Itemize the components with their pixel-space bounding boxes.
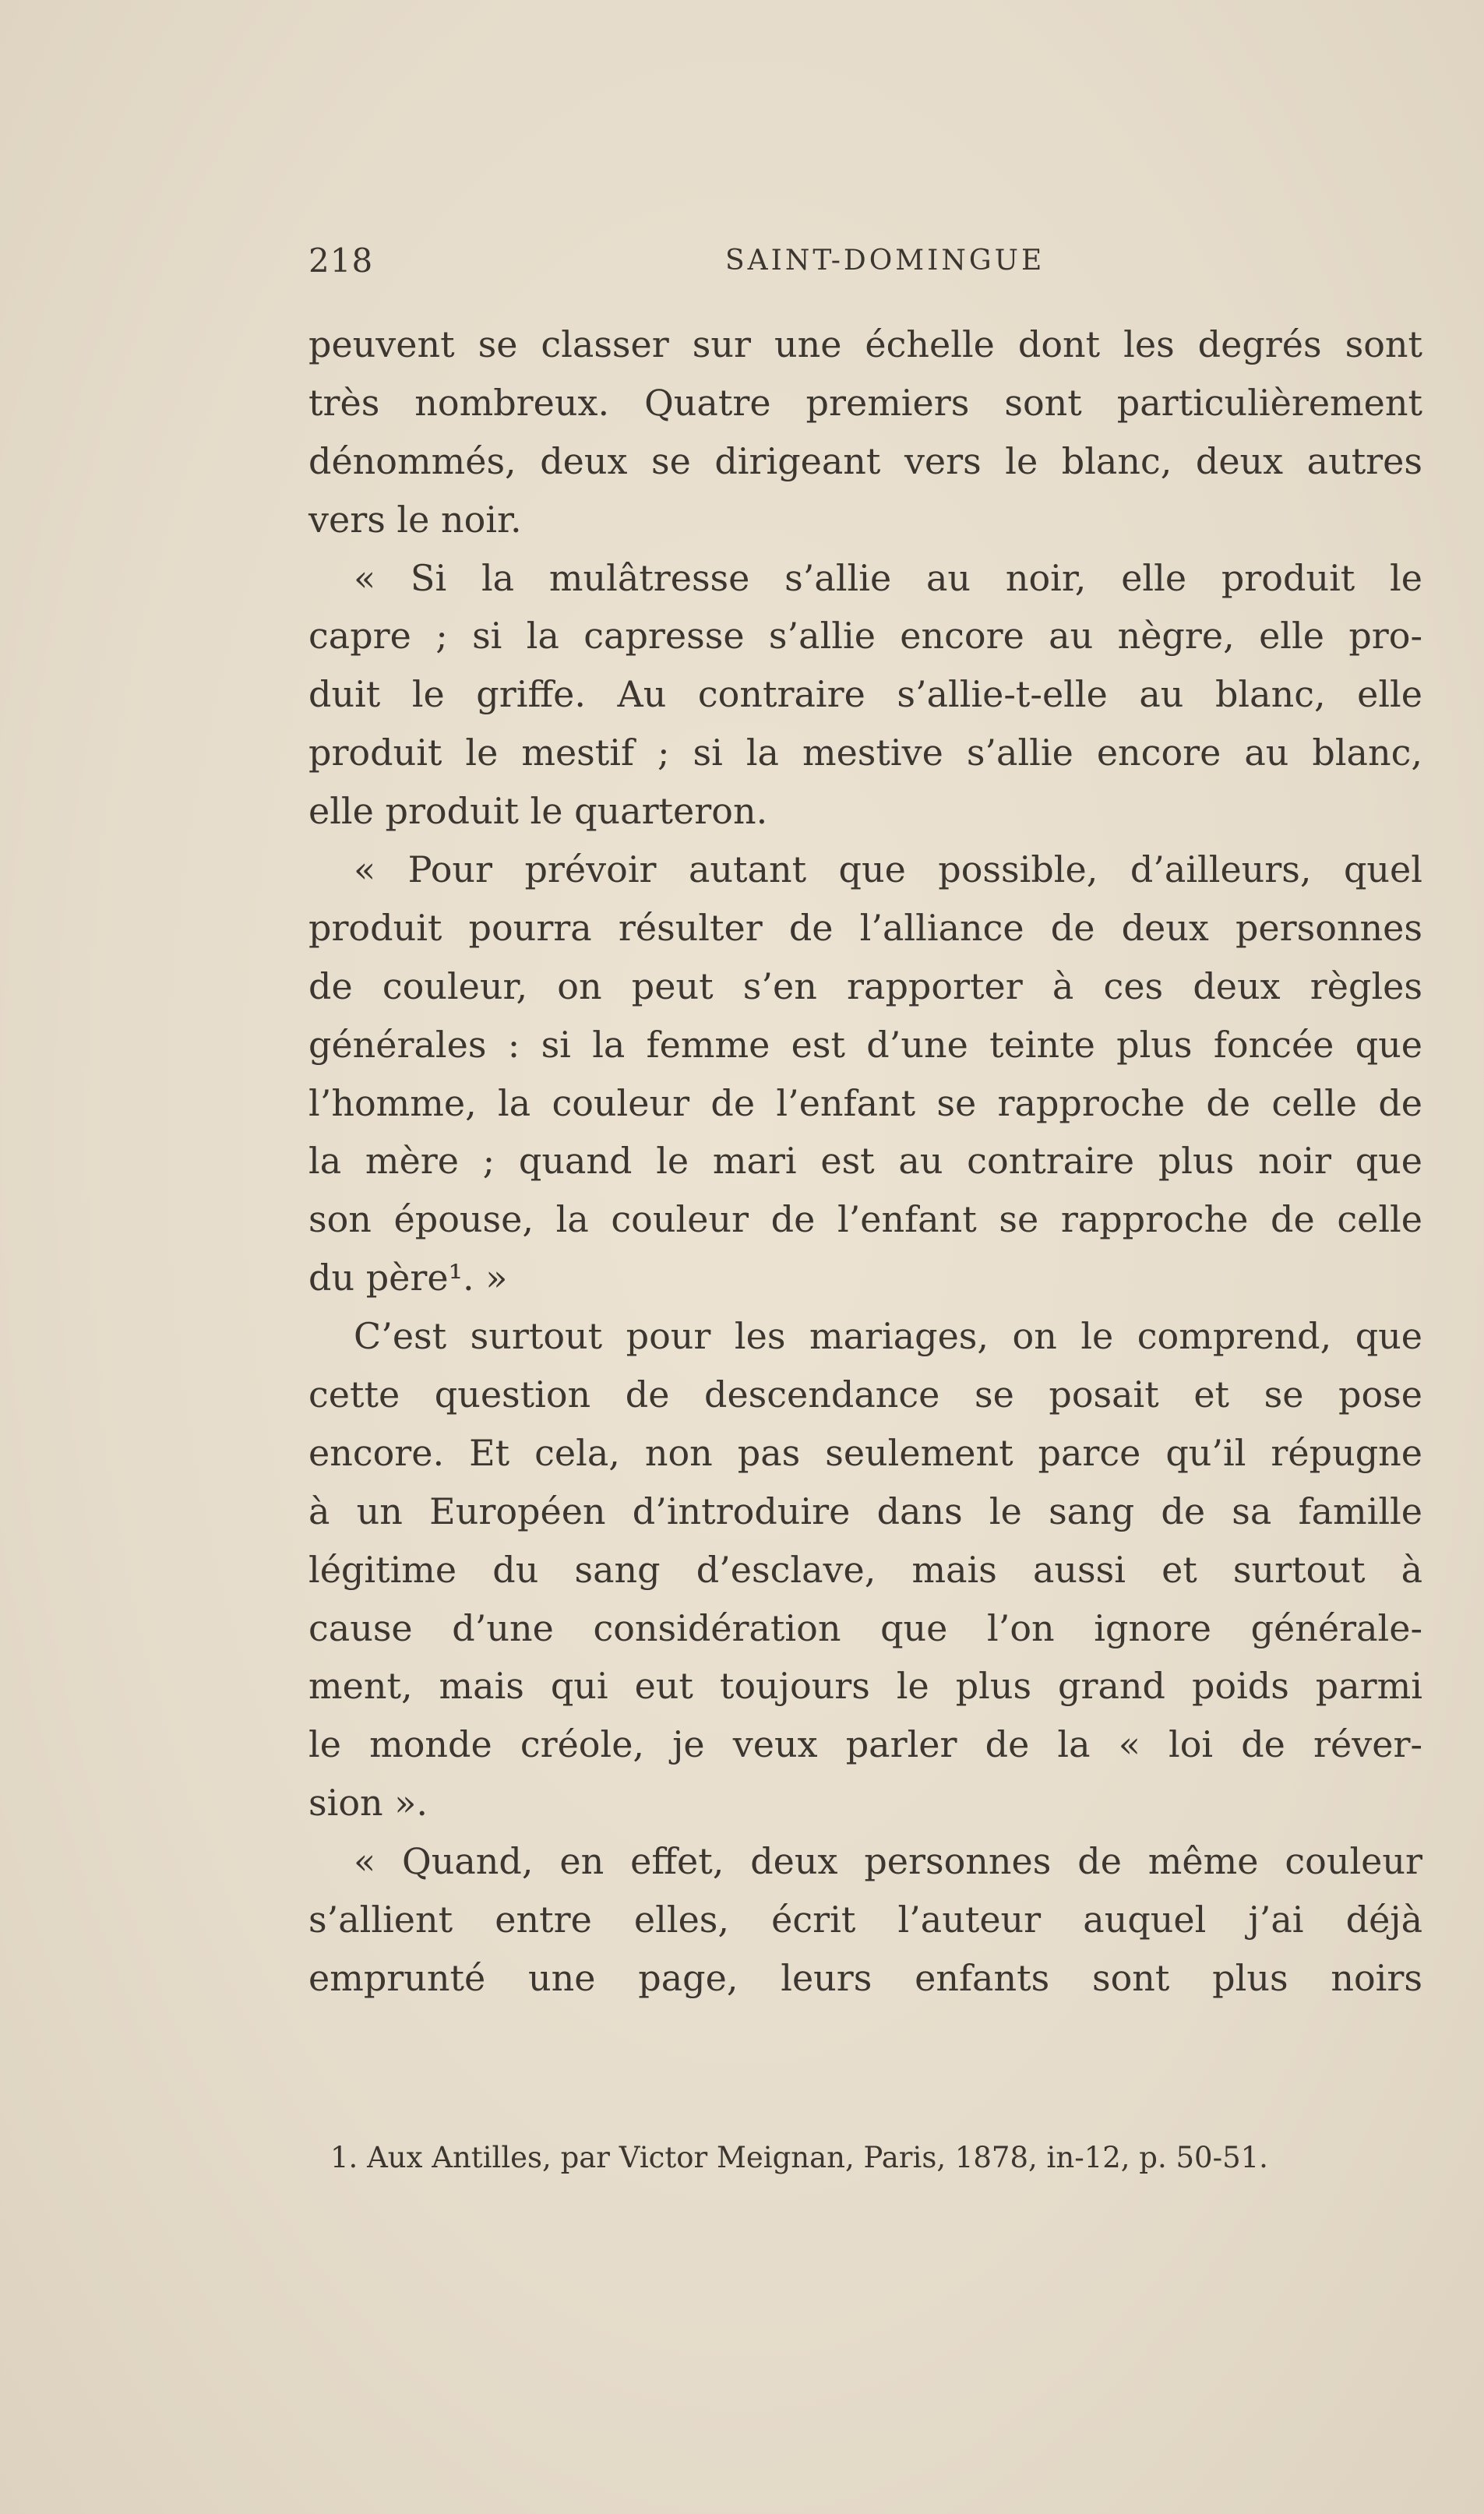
text-line: le monde créole, je veux parler de la « loi de réver- bbox=[308, 1723, 1422, 1766]
text-line: à un Européen d’introduire dans le sang de sa famille bbox=[308, 1490, 1422, 1532]
page-header bbox=[308, 242, 1422, 288]
text-line: du père¹. » bbox=[308, 1257, 508, 1299]
text-line: capre ; si la capresse s’allie encore au nègre, elle pro- bbox=[308, 615, 1422, 658]
text-line: encore. Et cela, non pas seulement parce qu’il répugne bbox=[308, 1431, 1422, 1474]
text-line: légitime du sang d’esclave, mais aussi et surtout à bbox=[308, 1548, 1422, 1591]
text-line: vers le noir. bbox=[308, 498, 522, 541]
text-line: duit le griffe. Au contraire s’allie-t-elle au blanc, elle bbox=[308, 673, 1422, 716]
text-line: l’homme, la couleur de l’enfant se rapproche de celle de bbox=[308, 1081, 1422, 1124]
text-line: dénommés, deux se dirigeant vers le blanc, deux autres bbox=[308, 439, 1422, 482]
text-line: très nombreux. Quatre premiers sont particulièrement bbox=[308, 381, 1422, 424]
text-line: produit le mestif ; si la mestive s’allie encore au blanc, bbox=[308, 732, 1422, 774]
text-line: emprunté une page, leurs enfants sont plus noirs bbox=[308, 1956, 1422, 1999]
text-line: « Si la mulâtresse s’allie au noir, elle produit le bbox=[354, 556, 1422, 599]
text-line: peuvent se classer sur une échelle dont les degrés sont bbox=[308, 323, 1422, 365]
text-line: « Pour prévoir autant que possible, d’ailleurs, quel bbox=[354, 848, 1422, 891]
running-title: SAINT-DOMINGUE bbox=[725, 245, 1045, 277]
text-line: générales : si la femme est d’une teinte plus foncée que bbox=[308, 1023, 1422, 1066]
text-line: « Quand, en effet, deux personnes de même couleur bbox=[354, 1840, 1422, 1883]
text-line: produit pourra résulter de l’alliance de deux personnes bbox=[308, 906, 1422, 949]
text-line: cette question de descendance se posait et se pose bbox=[308, 1373, 1422, 1416]
text-line: de couleur, on peut s’en rapporter à ces deux règles bbox=[308, 964, 1422, 1007]
text-line: elle produit le quarteron. bbox=[308, 790, 768, 833]
text-line: cause d’une considération que l’on ignore générale- bbox=[308, 1606, 1422, 1649]
text-line: s’allient entre elles, écrit l’auteur auquel j’ai déjà bbox=[308, 1899, 1422, 1941]
footnote: 1. Aux Antilles, par Victor Meignan, Paris, 1878, in-12, p. 50-51. bbox=[330, 2141, 1268, 2174]
text-line: son épouse, la couleur de l’enfant se rapproche de celle bbox=[308, 1198, 1422, 1241]
text-line: sion ». bbox=[308, 1782, 428, 1825]
body-text bbox=[308, 316, 1422, 2008]
text-line: ment, mais qui eut toujours le plus grand poids parmi bbox=[308, 1665, 1422, 1708]
text-line: C’est surtout pour les mariages, on le comprend, que bbox=[354, 1315, 1422, 1358]
page-number: 218 bbox=[308, 242, 374, 280]
text-line: la mère ; quand le mari est au contraire plus noir que bbox=[308, 1140, 1422, 1183]
